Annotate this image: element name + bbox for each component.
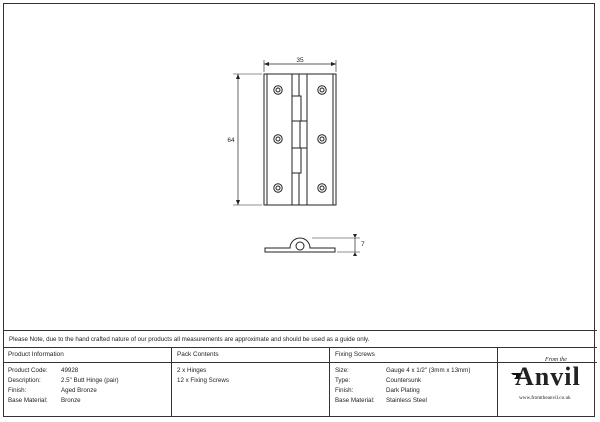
thickness-dimension-label: 7	[361, 241, 365, 248]
screw-size-value: Gauge 4 x 1/2" (3mm x 13mm)	[386, 367, 471, 374]
logo-name: Anvil	[515, 362, 581, 391]
from-the-anvil-logo	[503, 355, 593, 415]
base-material-label: Base Material:	[8, 397, 48, 404]
knuckle-segment	[292, 96, 301, 121]
column-divider	[329, 347, 330, 417]
width-dimension-label: 35	[296, 57, 304, 64]
screw-hole	[320, 137, 324, 141]
base-material-value: Bronze	[61, 397, 81, 404]
column-divider	[497, 347, 498, 417]
screw-hole	[320, 88, 324, 92]
pack-item: 2 x Hinges	[177, 367, 207, 374]
finish-label: Finish:	[8, 387, 27, 394]
fixing-screws-title: Fixing Screws	[335, 351, 375, 358]
finish-value: Aged Bronze	[61, 387, 97, 394]
column-divider	[171, 347, 172, 417]
screw-hole	[318, 86, 326, 94]
screw-hole	[274, 86, 282, 94]
logo-tagline: From the	[545, 357, 567, 363]
screw-hole	[318, 135, 326, 143]
product-code-label: Product Code:	[8, 367, 48, 374]
screw-base-material-value: Stainless Steel	[386, 397, 427, 404]
note-divider-top	[3, 330, 597, 331]
product-info-title: Product Information	[8, 351, 64, 358]
height-dimension-label: 64	[227, 137, 235, 144]
screw-hole	[276, 186, 280, 190]
knuckle-segment	[292, 148, 301, 173]
description-value: 2.5" Butt Hinge (pair)	[61, 377, 119, 384]
screw-finish-value: Dark Plating	[386, 387, 420, 394]
screw-type-value: Countersunk	[386, 377, 422, 384]
logo-url: www.fromtheanvil.co.uk	[519, 395, 571, 401]
screw-size-label: Size:	[335, 367, 349, 374]
pack-item: 12 x Fixing Screws	[177, 377, 229, 384]
screw-hole	[320, 186, 324, 190]
description-label: Description:	[8, 377, 41, 384]
knuckle-segment	[300, 121, 307, 148]
screw-hole	[274, 184, 282, 192]
screw-finish-label: Finish:	[335, 387, 354, 394]
product-code-value: 49928	[61, 367, 79, 374]
screw-hole	[276, 137, 280, 141]
screw-type-label: Type:	[335, 377, 351, 384]
screw-hole	[318, 184, 326, 192]
screw-base-material-label: Base Material:	[335, 397, 375, 404]
note-divider-bottom	[3, 347, 597, 348]
pack-contents-title: Pack Contents	[177, 351, 219, 358]
hinge-pin	[296, 242, 304, 250]
disclaimer-note: Please Note, due to the hand crafted nature of our products all measurements are approximate and should be used as a guide only.	[9, 336, 370, 343]
screw-hole	[274, 135, 282, 143]
screw-hole	[276, 88, 280, 92]
